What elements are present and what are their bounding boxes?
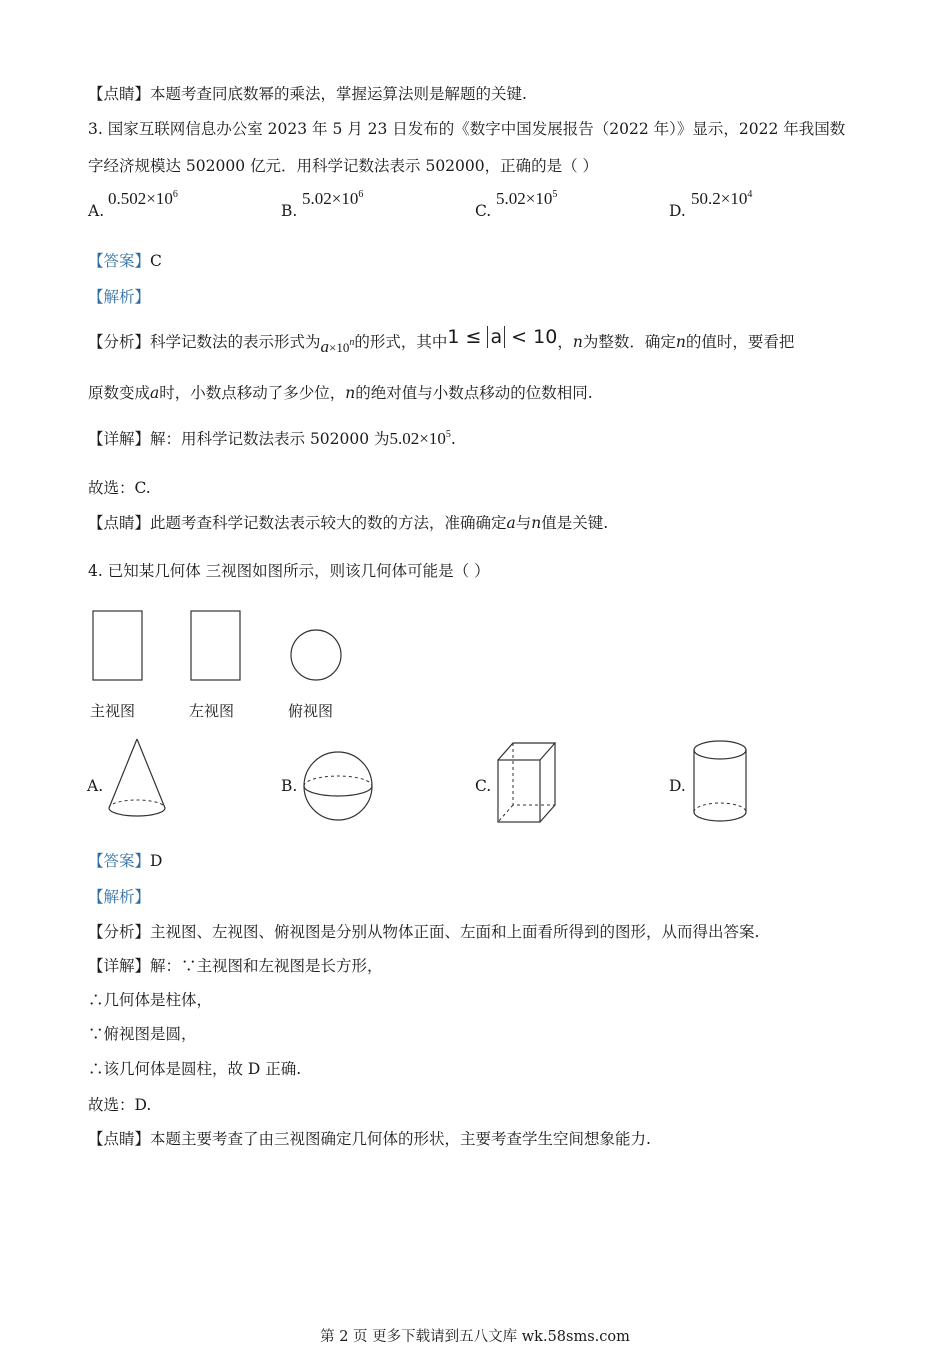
- option-b-label: B.: [281, 777, 298, 795]
- question-3-line-1: 3. 国家互联网信息办公室 2023 年 5 月 23 日发布的《数字中国发展报告（2022 年）》显示，2022 年我国数: [88, 120, 846, 138]
- sphere-icon: [301, 749, 375, 823]
- analysis-4-heading: 【解析】: [88, 888, 151, 906]
- page-footer: 第 2 页 更多下载请到五八文库 wk.58sms.com: [320, 1329, 630, 1345]
- analysis-4-detail-3: ∵俯视图是圆，: [88, 1025, 197, 1043]
- analysis-4-detail-4: ∴该几何体是圆柱，故 D 正确.: [88, 1060, 302, 1078]
- analysis-4-detail-1: 【详解】解：∵主视图和左视图是长方形，: [88, 957, 383, 975]
- point-4: 【点睛】本题主要考查了由三视图确定几何体的形状，主要考查学生空间想象能力.: [88, 1130, 651, 1148]
- front-view-rect-icon: [92, 610, 144, 682]
- cuboid-icon: [495, 740, 559, 826]
- analysis-3-fenxi-line-1: 【分析】科学记数法的表示形式为$a\times 10^n$的形式，其中1 ≤ a < 10，n为整数．确定n的值时，要看把: [88, 326, 795, 356]
- caption-front-view: 主视图: [90, 702, 136, 720]
- option-d-label: D.: [669, 777, 686, 795]
- option-c-label: C.: [475, 777, 492, 795]
- answer-3: 【答案】C: [88, 252, 162, 270]
- caption-left-view: 左视图: [189, 702, 235, 720]
- cone-icon: [105, 736, 169, 820]
- choice-3: 故选：C.: [88, 479, 151, 497]
- analysis-4-detail-2: ∴几何体是柱体，: [88, 991, 213, 1009]
- point-3: 【点睛】此题考查科学记数法表示较大的数的方法，准确确定a与n值是关键.: [88, 514, 609, 532]
- answer-4: 【答案】D: [88, 852, 163, 870]
- choice-4: 故选：D.: [88, 1096, 152, 1114]
- caption-top-view: 俯视图: [288, 702, 334, 720]
- analysis-3-detail: 【详解】解：用科学记数法表示 502000 为$5.02\times 10^5$.: [88, 429, 456, 448]
- cylinder-icon: [690, 738, 750, 824]
- top-view-circle-icon: [289, 628, 345, 684]
- analysis-3-fenxi-line-2: 原数变成a时，小数点移动了多少位，n的绝对值与小数点移动的位数相同.: [88, 384, 593, 402]
- left-view-rect-icon: [190, 610, 242, 682]
- point-paragraph-prev: 【点睛】本题考查同底数幂的乘法，掌握运算法则是解题的关键.: [88, 85, 527, 103]
- analysis-4-fenxi: 【分析】主视图、左视图、俯视图是分别从物体正面、左面和上面看所得到的图形，从而得出答案.: [88, 923, 760, 941]
- question-4-line-1: 4. 已知某几何体 三视图如图所示，则该几何体可能是（ ）: [88, 562, 490, 580]
- analysis-3-heading: 【解析】: [88, 288, 151, 306]
- option-a-label: A.: [87, 777, 104, 795]
- question-3-line-2: 字经济规模达 502000 亿元．用科学记数法表示 502000，正确的是（ ）: [88, 157, 599, 175]
